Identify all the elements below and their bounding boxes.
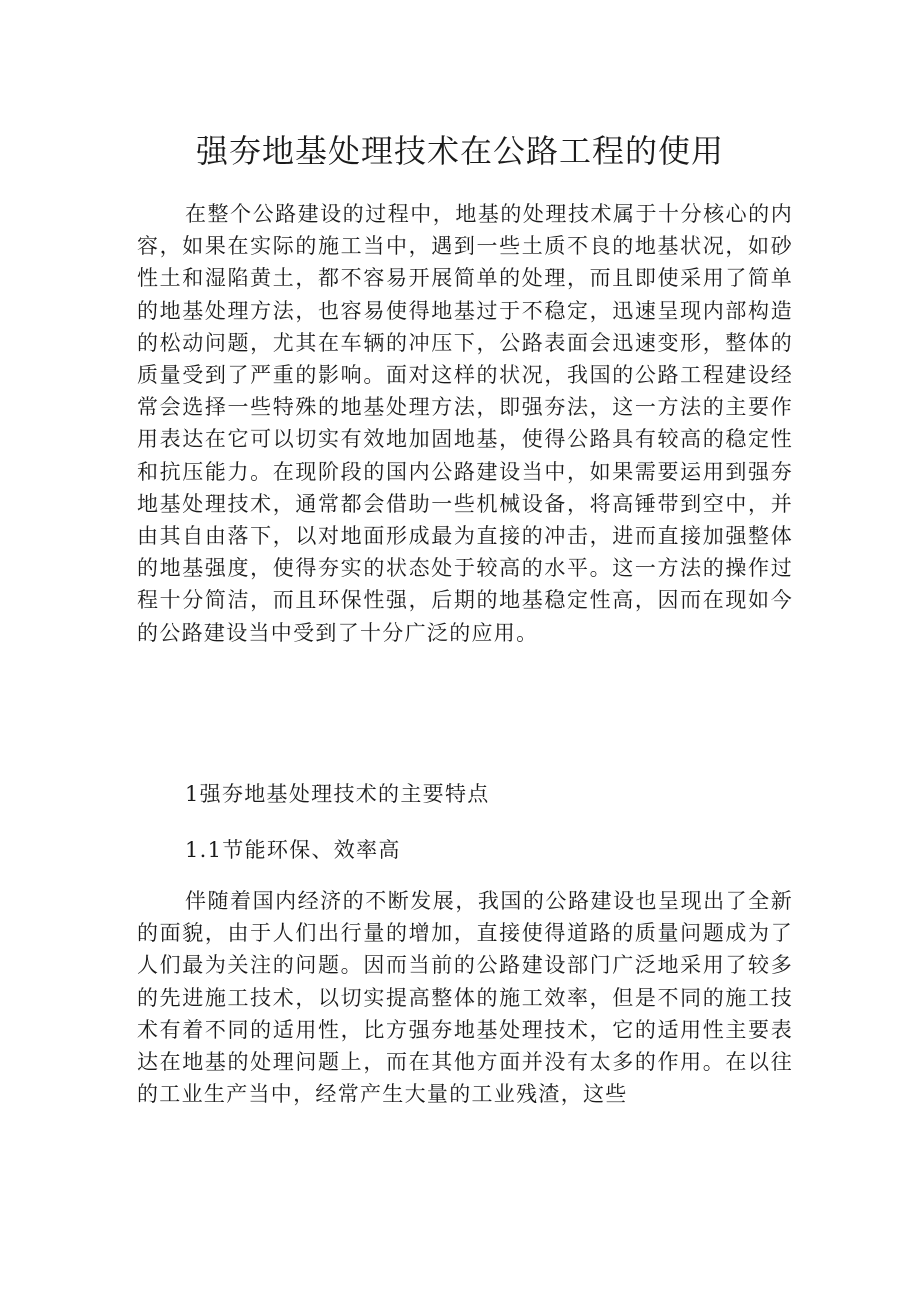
section-heading-1: 1强夯地基处理技术的主要特点 (185, 782, 490, 806)
subsection-heading-1-1: 1.1节能环保、效率高 (185, 838, 401, 862)
intro-paragraph: 在整个公路建设的过程中，地基的处理技术属于十分核心的内容，如果在实际的施工当中，遇到一些土质不良的地基状况，如砂性土和湿陷黄土，都不容易开展简单的处理，而且即使采用了简单的地基处理方法，也容易使得地基过于不稳定，迅速呈现内部构造的松动问题，尤其在车辆的冲压下，公路表面会迅速变形，整体的质量受到了严重的影响。面对这样的状况，我国的公路工程建设经常会选择一些特殊的地基处理方法，即强夯法，这一方法的主要作用表达在它可以切实有效地加固地基，使得公路具有较高的稳定性和抗压能力。在现阶段的国内公路建设当中，如果需要运用到强夯地基处理技术，通常都会借助一些机械设备，将高锤带到空中，并由其自由落下，以对地面形成最为直接的冲击，进而直接加强整体的地基强度，使得夯实的状态处于较高的水平。这一方法的操作过程十分简洁，而且环保性强，后期的地基稳定性高，因而在现如今的公路建设当中受到了十分广泛的应用。 (137, 202, 793, 645)
document-title: 强夯地基处理技术在公路工程的使用 (195, 132, 724, 170)
body-paragraph: 伴随着国内经济的不断发展，我国的公路建设也呈现出了全新的面貌，由于人们出行量的增加，直接使得道路的质量问题成为了人们最为关注的问题。因而当前的公路建设部门广泛地采用了较多的先进施工技术，以切实提高整体的施工效率，但是不同的施工技术有着不同的适用性，比方强夯地基处理技术，它的适用性主要表达在地基的处理问题上，而在其他方面并没有太多的作用。在以往的工业生产当中，经常产生大量的工业残渣，这些 (137, 889, 793, 1107)
